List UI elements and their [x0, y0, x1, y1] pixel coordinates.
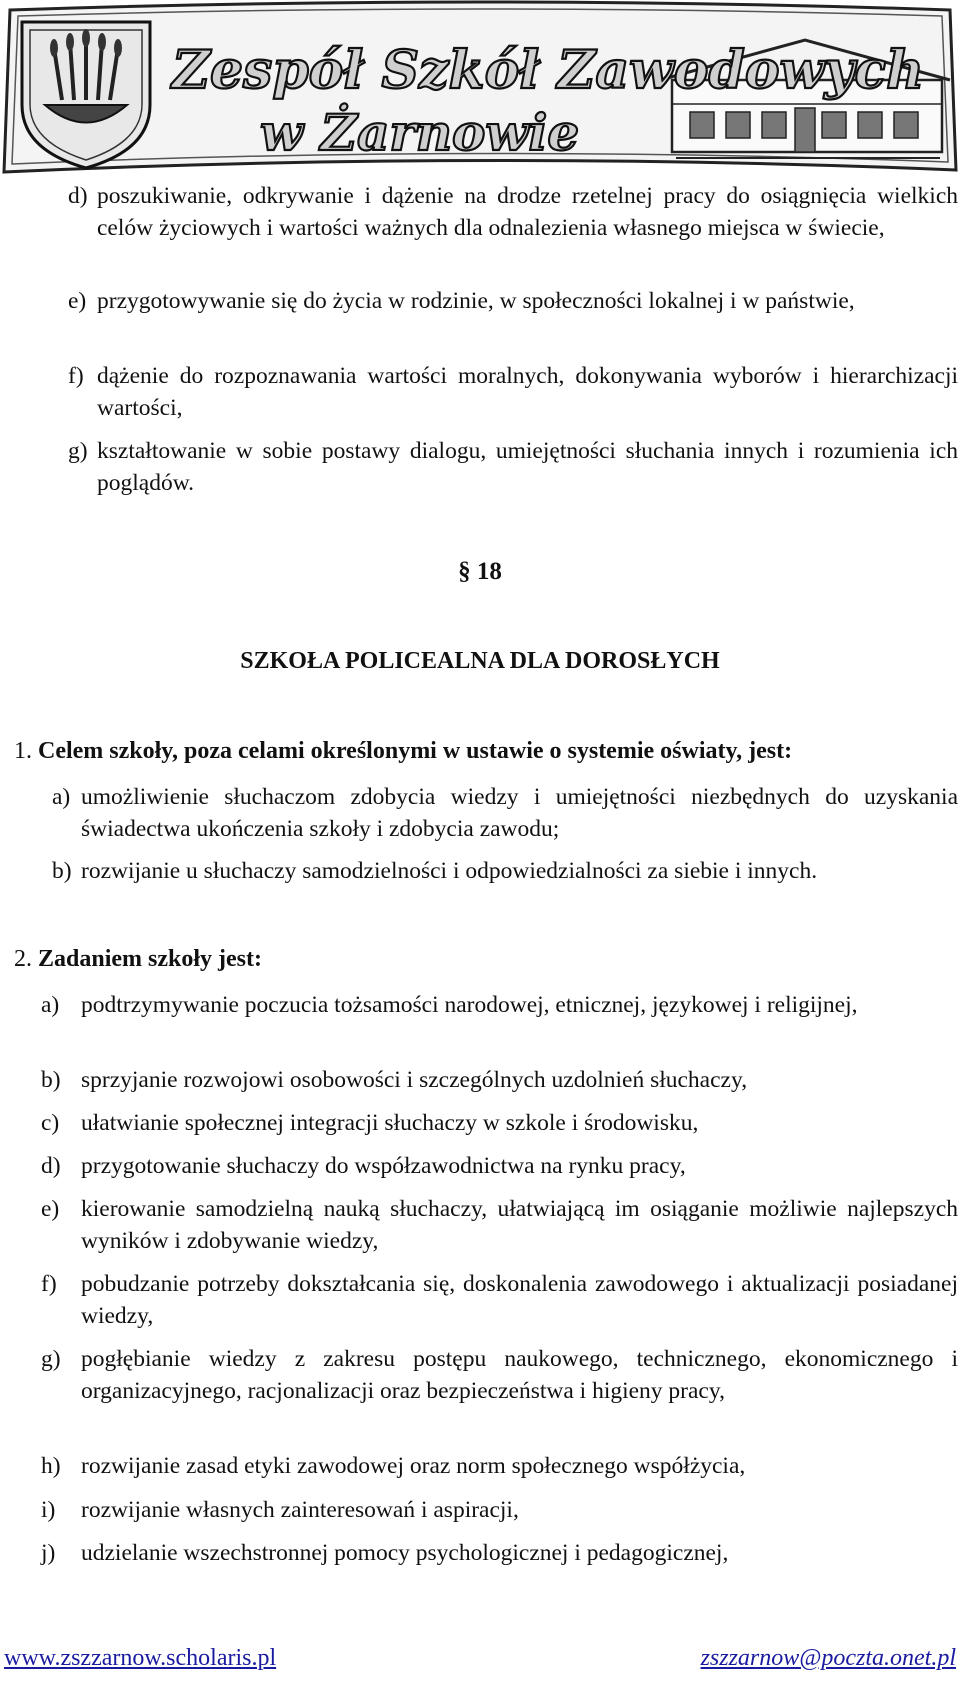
list-item: [41, 1450, 958, 1482]
footer-website-link[interactable]: www.zszzarnow.scholaris.pl: [4, 1645, 277, 1671]
section-title: SZKOŁA POLICEALNA DLA DOROSŁYCH: [240, 648, 720, 674]
list-item: [41, 1107, 958, 1139]
list-item-label: a): [52, 784, 71, 810]
list-item-text: sprzyjanie rozwojowi osobowości i szczególnych uzdolnień słuchaczy,: [81, 1067, 748, 1093]
list-item-text: kierowanie samodzielną nauką słuchaczy, ułatwiającą im osiąganie możliwie najlepszych wyników i zdobywanie wiedzy,: [81, 1196, 958, 1254]
list-item: [41, 989, 958, 1021]
list-item: [41, 1150, 958, 1182]
point-text: Celem szkoły, poza celami określonymi w ustawie o systemie oświaty, jest:: [38, 738, 793, 764]
point-1-heading: [14, 735, 792, 767]
list-item-label: c): [41, 1110, 60, 1136]
school-crest-icon: [22, 22, 150, 168]
list-item-label: e): [41, 1196, 60, 1222]
list-item-text: rozwijanie u słuchaczy samodzielności i odpowiedzialności za siebie i innych.: [81, 858, 818, 884]
list-item-label: g): [68, 438, 88, 464]
list-item: [41, 1268, 958, 1332]
point-number: 1.: [14, 738, 32, 764]
list-item-text: ułatwianie społecznej integracji słuchaczy w szkole i środowisku,: [81, 1110, 699, 1136]
list-item: [68, 435, 958, 499]
list-item-text: pogłębianie wiedzy z zakresu postępu naukowego, technicznego, ekonomicznego i organizacyjnego, racjonalizacji oraz bezpieczeństwa i higieny pracy,: [81, 1346, 958, 1404]
point-2-heading: [14, 943, 262, 975]
list-item: [52, 781, 958, 845]
list-item: [41, 1064, 958, 1096]
list-item-text: rozwijanie własnych zainteresowań i aspiracji,: [81, 1497, 519, 1523]
list-item-label: f): [68, 363, 84, 389]
list-item: [68, 180, 958, 244]
footer-email-link[interactable]: zszzarnow@poczta.onet.pl: [700, 1645, 956, 1671]
point-number: 2.: [14, 946, 32, 972]
list-item-text: rozwijanie zasad etyki zawodowej oraz norm społecznego współżycia,: [81, 1453, 746, 1479]
list-item: [68, 285, 958, 317]
list-item: [41, 1537, 958, 1569]
school-name-line1: Zespół Szkół Zawodowych: [172, 40, 924, 101]
list-item-text: przygotowanie słuchaczy do współzawodnictwa na rynku pracy,: [81, 1153, 686, 1179]
list-item-label: d): [68, 183, 88, 209]
list-item-text: poszukiwanie, odkrywanie i dążenie na drodze rzetelnej pracy do osiągnięcia wielkich celów życiowych i wartości ważnych dla odnalezienia własnego miejsca w świecie,: [97, 183, 958, 241]
list-item: [41, 1494, 958, 1526]
header-banner: [0, 0, 960, 176]
list-item-label: i): [41, 1497, 56, 1523]
school-name-line2: w Żarnowie: [260, 103, 580, 162]
list-item-label: e): [68, 288, 87, 314]
list-item: [41, 1343, 958, 1407]
list-item-label: j): [41, 1540, 56, 1566]
list-item-label: g): [41, 1346, 61, 1372]
list-item: [52, 855, 958, 887]
paragraph-mark: § 18: [458, 558, 502, 585]
list-item-label: h): [41, 1453, 61, 1479]
list-item-label: d): [41, 1153, 61, 1179]
list-item: [41, 1193, 958, 1257]
list-item-label: b): [41, 1067, 61, 1093]
list-item-text: podtrzymywanie poczucia tożsamości narodowej, etnicznej, językowej i religijnej,: [81, 992, 858, 1018]
list-item-label: a): [41, 992, 60, 1018]
list-item-text: przygotowywanie się do życia w rodzinie, w społeczności lokalnej i w państwie,: [97, 288, 855, 314]
list-item-text: kształtowanie w sobie postawy dialogu, umiejętności słuchania innych i rozumienia ich poglądów.: [97, 438, 958, 496]
list-item-text: umożliwienie słuchaczom zdobycia wiedzy i umiejętności niezbędnych do uzyskania świadectwa ukończenia szkoły i zdobycia zawodu;: [81, 784, 958, 842]
list-item-label: f): [41, 1271, 57, 1297]
list-item-text: pobudzanie potrzeby dokształcania się, doskonalenia zawodowego i aktualizacji posiadanej wiedzy,: [81, 1271, 958, 1329]
list-item-label: b): [52, 858, 72, 884]
list-item-text: udzielanie wszechstronnej pomocy psychologicznej i pedagogicznej,: [81, 1540, 729, 1566]
list-item: [68, 360, 958, 424]
point-text: Zadaniem szkoły jest:: [38, 946, 262, 972]
list-item-text: dążenie do rozpoznawania wartości moralnych, dokonywania wyborów i hierarchizacji wartości,: [97, 363, 958, 421]
